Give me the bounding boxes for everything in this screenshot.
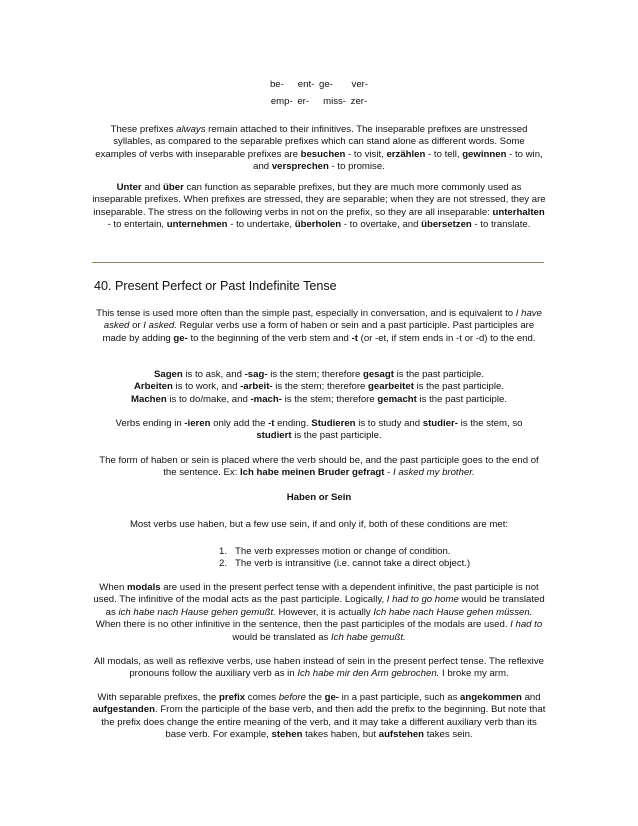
- separable-prefixes-paragraph: With separable prefixes, the prefix comes before the ge- in a past participle, such as angekommen and aufgestanden. From the participle of the base verb, and then add the prefix to the beginning. But note that the prefix does change the entire meaning of the verb, and it may take a different auxiliary verb than its base verb. For example, stehen takes haben, but aufstehen takes sein.: [92, 692, 546, 741]
- reflexive-verbs-paragraph: All modals, as well as reflexive verbs, use haben instead of sein in the present perfect tense. The reflexive pronouns follow the auxiliary verb as in Ich habe mir den Arm gebrochen. I broke my arm.: [94, 656, 544, 680]
- present-perfect-intro-paragraph: This tense is used more often than the simple past, especially in conversation, and is equivalent to I have asked or I asked. Regular verbs use a form of haben or sein and a past participle. Past participles are made by adding ge- to the beginning of the verb stem and -t (or -et, if stem ends in -t or -d) to the end.: [96, 308, 542, 344]
- conditions-list: [207, 546, 470, 571]
- list-item: 2. The verb is intransitive (i.e. cannot take a direct object.): [218, 558, 471, 570]
- example-sagen: Sagen is to ask, and -sag- is the stem; therefore gesagt is the past participle.: [153, 369, 485, 380]
- haben-or-sein-subheading: Haben or Sein: [286, 492, 352, 503]
- example-machen: Machen is to do/make, and -mach- is the stem; therefore gemacht is the past participle.: [131, 393, 507, 405]
- ieren-verbs-paragraph: Verbs ending in -ieren only add the -t ending. Studieren is to study and studier- is the stem, so studiert is the past participle.: [115, 418, 523, 442]
- unter-uber-paragraph: Unter and über can function as separable prefixes, but they are much more commonly used as inseparable prefixes. When prefixes are stressed, they are separable; when they are not stressed, they are inseparable. The stress on the following verbs in not on the prefix, so they are all inseparable: unterhalten - to entertain, unternehmen - to undertake, überholen - to overtake, and übersetzen - to translate.: [92, 182, 546, 231]
- modals-paragraph: When modals are used in the present perfect tense with a dependent infinitive, the past participle is not used. The infinitive of the modal acts as the past participle. Logically, I had to go home would be translated as ich habe nach Hause gehen gemußt. However, it is actually Ich habe nach Hause gehen müssen. When there is no other infinitive in the sentence, then the past participles of the modals are used. I had to would be translated as Ich habe gemußt.: [93, 582, 545, 643]
- inseparable-prefixes-paragraph: These prefixes always remain attached to their infinitives. The inseparable prefixes are unstressed syllables, as compared to the separable prefixes which can stand alone as different words. Some examples of verbs with inseparable prefixes are besuchen - to visit, erzählen - to tell, gewinnen - to win, and versprechen - to promise.: [95, 124, 543, 173]
- section-divider: [92, 262, 544, 263]
- list-item: 1. The verb expresses motion or change of condition.: [218, 546, 451, 557]
- example-arbeiten: Arbeiten is to work, and -arbeit- is the stem; therefore gearbeitet is the past participle.: [133, 381, 505, 393]
- word-order-paragraph: The form of haben or sein is placed where the verb should be, and the past participle goes to the end of the sentence. Ex: Ich habe meinen Bruder gefragt - I asked my brother.: [99, 455, 539, 479]
- section-heading: 40. Present Perfect or Past Indefinite Tense: [94, 279, 337, 293]
- prefix-list-row-1: be- ent- ge- ver-: [269, 79, 369, 90]
- prefix-list-row-2: emp- er- miss- zer-: [270, 96, 368, 107]
- participle-examples: [92, 369, 546, 406]
- haben-sein-rule-paragraph: Most verbs use haben, but a few use sein, if and only if, both of these conditions are met:: [129, 519, 509, 530]
